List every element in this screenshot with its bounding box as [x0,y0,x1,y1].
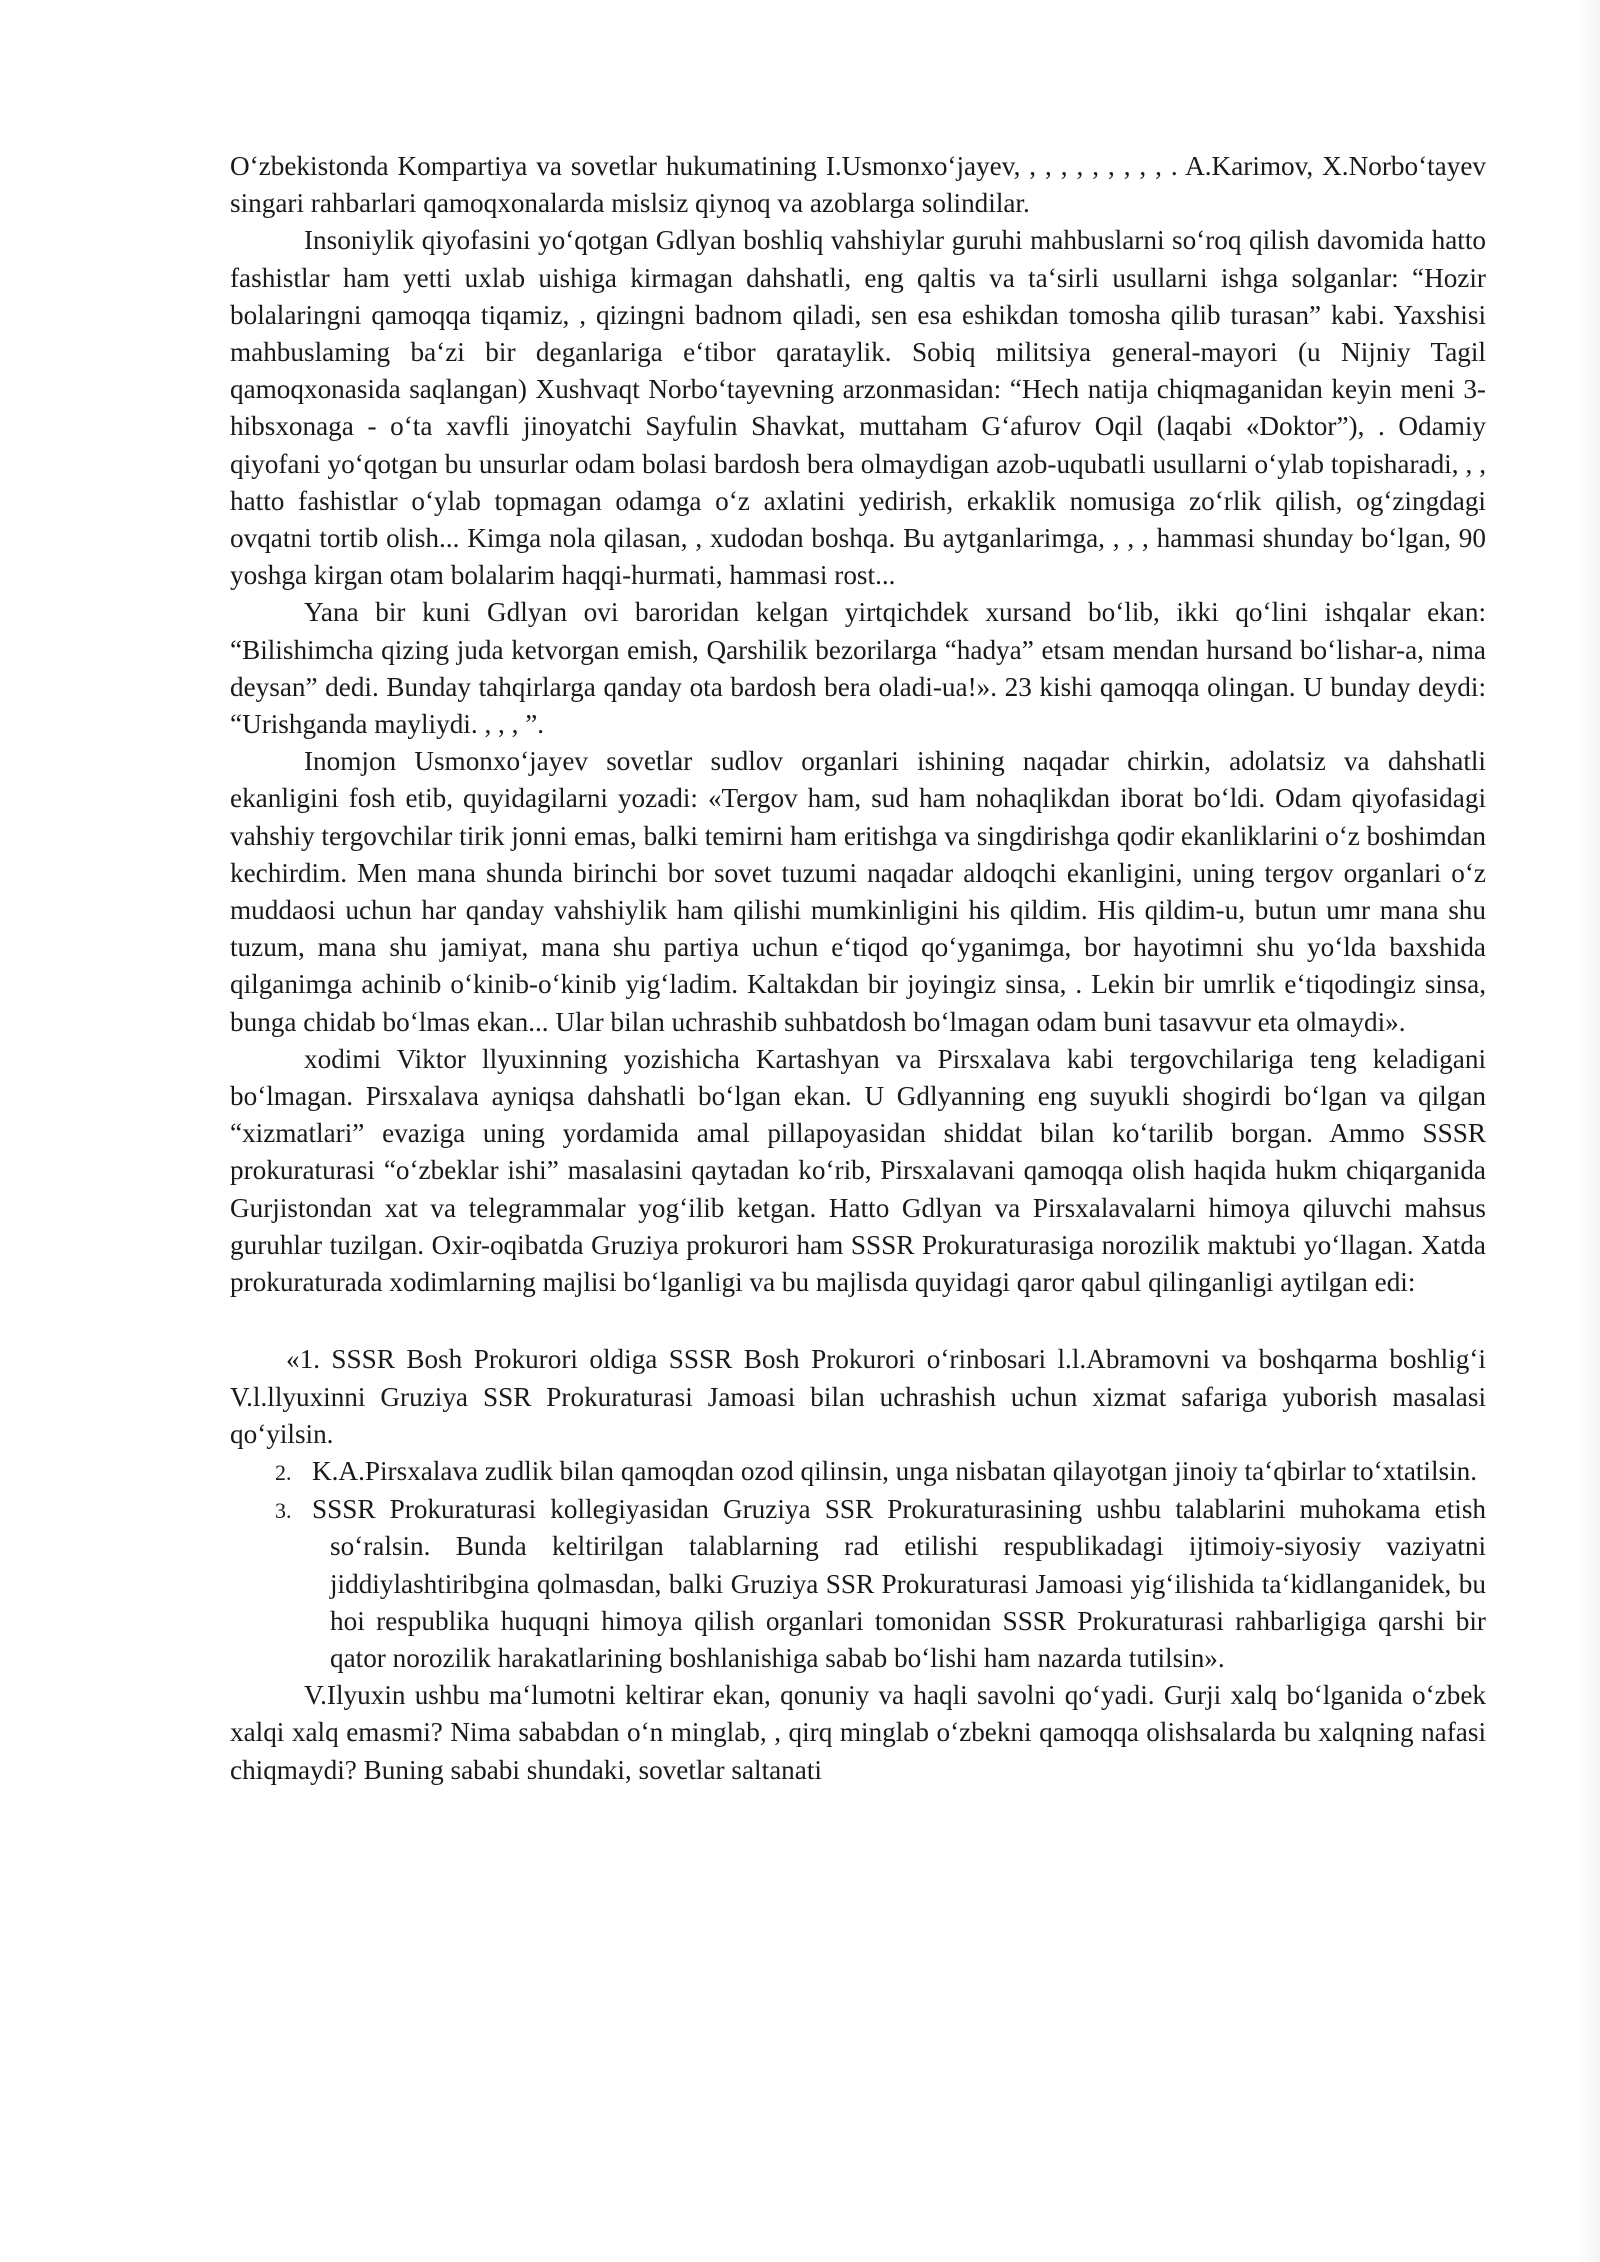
closing-paragraph: V.Ilyuxin ushbu ma‘lumotni keltirar ekan, qonuniy va haqli savolni qo‘yadi. Gurji xalq bo‘lganida o‘zbek xalqi xalq emasmi? Nima sababdan o‘n minglab, , qirq minglab o‘zbekni qamoqqa olishsalarda bu xalqning nafasi chiqmaydi? Buning sababi shundaki, sovetlar saltanati [230,1680,1486,1785]
list-item-text: SSSR Prokuraturasi kollegiyasidan Gruziya SSR Prokuraturasining ushbu talablarini muhokama etish so‘ralsin. Bunda keltirilgan talablarning rad etilishi respublikadagi ijtimoiy-siyosiy vaziyatni jiddiylashtiribgina qolmasdan, balki Gruziya SSR Prokuraturasi Jamoasi yig‘ilishida ta‘kidlanganidek, bu hoi respublika huquqni himoya qilish organlari tomonidan SSSR Prokuraturasi rahbarligiga qarshi bir qator norozilik harakatlarining boshlanishiga sabab bo‘lishi ham nazarda tutilsin». [312,1494,1486,1673]
list-item-text: K.A.Pirsxalava zudlik bilan qamoqdan ozod qilinsin, unga nisbatan qilayotgan jinoiy ta‘qbirlar to‘xtatilsin. [312,1455,1478,1486]
document-body [230,148,1486,1789]
resolution-item-1: «1. SSSR Bosh Prokurori oldiga SSSR Bosh Prokurori o‘rinbosari l.l.Abramovni va boshqarma boshlig‘i V.l.llyuxinni Gruziya SSR Prokuraturasi Jamoasi bilan uchrashish uchun xizmat safariga yuborish masalasi qo‘yilsin. [230,1344,1486,1449]
paragraph-spacer [230,1301,1486,1341]
paragraph-1: O‘zbekistonda Kompartiya va sovetlar hukumatining I.Usmonxo‘jayev, , , , , , , , , , . A.Karimov, X.Norbo‘tayev singari rahbarlari qamoqxonalarda mislsiz qiynoq va azoblarga solindilar. [230,151,1486,219]
resolution-item-3 [275,1491,1486,1677]
list-marker: 2. [275,1459,292,1485]
resolution-item-2 [275,1453,1486,1491]
paragraph-4: Inomjon Usmonxo‘jayev sovetlar sudlov organlari ishining naqadar chirkin, adolatsiz va dahshatli ekanligini fosh etib, quyidagilarni yozadi: «Tergov ham, sud ham nohaqlikdan iborat bo‘ldi. Odam qiyofasidagi vahshiy tergovchilar tirik jonni emas, balki temirni ham eritishga va singdirishga qodir ekanliklarini o‘z boshimdan kechirdim. Men mana shunda birinchi bor sovet tuzumi naqadar aldoqchi ekanligini, uning tergov organlari o‘z muddaosi uchun har qanday vahshiylik ham qilishi mumkinligini his qildim. His qildim-u, butun umr mana shu tuzum, mana shu jamiyat, mana shu partiya uchun e‘tiqod qo‘yganimga, bor hayotimni shu yo‘lda baxshida qilganimga achinib o‘kinib-o‘kinib yig‘ladim. Kaltakdan bir joyingiz sinsa, . Lekin bir umrlik e‘tiqodingiz sinsa, bunga chidab bo‘lmas ekan... Ular bilan uchrashib suhbatdosh bo‘lmagan odam buni tasavvur eta olmaydi». [230,746,1486,1037]
page-edge-shadow [1578,0,1600,2262]
paragraph-5: xodimi Viktor llyuxinning yozishicha Kartashyan va Pirsxalava kabi tergovchilariga teng keladigani bo‘lmagan. Pirsxalava ayniqsa dahshatli bo‘lgan ekan. U Gdlyanning eng suyukli shogirdi bo‘lgan va qilgan “xizmatlari” evaziga uning yordamida amal pillapoyasidan shiddat bilan ko‘tarilib borgan. Ammo SSSR prokuraturasi “o‘zbeklar ishi” masalasini qaytadan ko‘rib, Pirsxalavani qamoqqa olish haqida hukm chiqarganida Gurjistondan xat va telegrammalar yog‘ilib ketgan. Hatto Gdlyan va Pirsxalavalarni himoya qiluvchi mahsus guruhlar tuzilgan. Oxir-oqibatda Gruziya prokurori ham SSSR Prokuraturasiga norozilik maktubi yo‘llagan. Xatda prokuraturada xodimlarning majlisi bo‘lganligi va bu majlisda quyidagi qaror qabul qilinganligi aytilgan edi: [230,1043,1486,1298]
list-marker: 3. [275,1498,292,1524]
paragraph-3: Yana bir kuni Gdlyan ovi baroridan kelgan yirtqichdek xursand bo‘lib, ikki qo‘lini ishqalar ekan: “Bilishimcha qizing juda ketvorgan emish, Qarshilik bezorilarga “hadya” etsam mendan hursand bo‘lishar-a, nima deysan” dedi. Bunday tahqirlarga qanday ota bardosh bera oladi-ua!». 23 kishi qamoqqa olingan. U bunday deydi: “Urishganda mayliydi. , , , ”. [230,597,1486,740]
paragraph-2: Insoniylik qiyofasini yo‘qotgan Gdlyan boshliq vahshiylar guruhi mahbuslarni so‘roq qilish davomida hatto fashistlar ham yetti uxlab uishiga kirmagan dahshatli, eng qaltis va ta‘sirli usullarni ishga solganlar: “Hozir bolalaringni qamoqqa tiqamiz, , qizingni badnom qiladi, sen esa eshikdan tomosha qilib turasan” kabi. Yaxshisi mahbuslaming ba‘zi bir deganlariga e‘tibor qarataylik. Sobiq militsiya general-mayori (u Nijniy Tagil qamoqxonasida saqlangan) Xushvaqt Norbo‘tayevning arzonmasidan: “Hech natija chiqmaganidan keyin meni 3-hibsxonaga - o‘ta xavfli jinoyatchi Sayfulin Shavkat, muttaham G‘afurov Oqil (laqabi «Doktor”), . Odamiy qiyofani yo‘qotgan bu unsurlar odam bolasi bardosh bera olmaydigan azob-uqubatli usullarni o‘ylab topisharadi, , , hatto fashistlar o‘ylab topmagan odamga o‘z axlatini yedirish, erkaklik nomusiga zo‘rlik qilish, og‘zingdagi ovqatni tortib olish... Kimga nola qilasan, , xudodan boshqa. Bu aytganlarimga, , , , hammasi shunday bo‘lgan, 90 yoshga kirgan otam bolalarim haqqi-hurmati, hammasi rost... [230,225,1486,591]
